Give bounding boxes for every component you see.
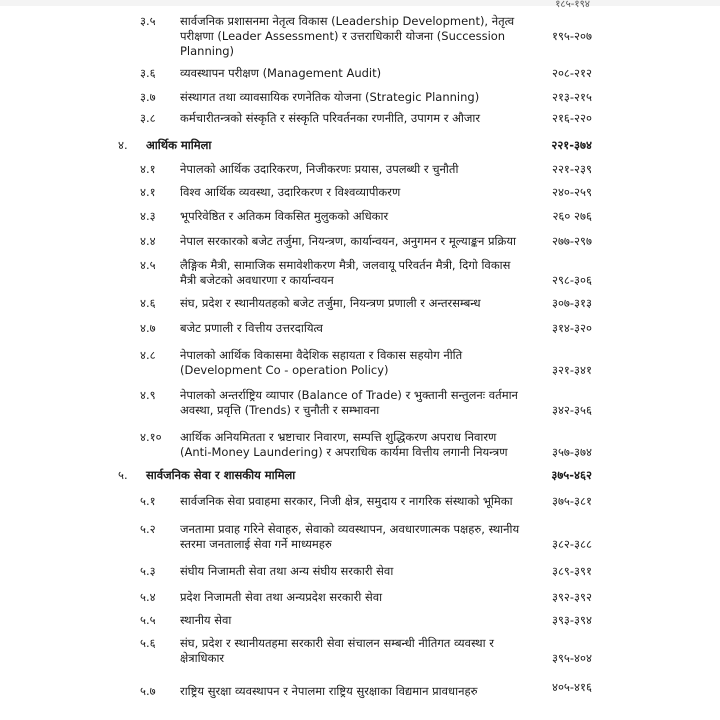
entry-pages: ३५७-३७४	[551, 445, 592, 459]
entry-pages: ३८९-३९१	[551, 564, 592, 578]
entry-number: ४.१	[140, 185, 156, 199]
entry-title: जनतामा प्रवाह गरिने सेवाहरु, सेवाको व्यवस्थापन, अवधारणात्मक पक्षहरु, स्थानीय स्तरमा जनतालाई सेवा गर्ने माध्यमहरु	[180, 522, 520, 551]
entry-title: प्रदेश निजामती सेवा तथा अन्यप्रदेश सरकारी सेवा	[180, 590, 383, 604]
entry-number: ४.१	[140, 162, 156, 176]
chapter-number: ५.	[118, 468, 128, 482]
entry-pages: ३७५-३८१	[551, 494, 592, 508]
entry-number: ५.१	[140, 494, 156, 508]
entry-number: ३.७	[140, 90, 156, 104]
entry-pages: ३०७-३१३	[551, 296, 592, 310]
entry-number: ५.७	[140, 684, 156, 698]
entry-pages: २९८-३०६	[551, 273, 592, 287]
entry-number: ४.५	[140, 258, 156, 272]
entry-pages: २७७-२९७	[551, 234, 592, 248]
entry-title: कर्मचारीतन्त्रको संस्कृति र संस्कृति परिवर्तनका रणनीति, उपागम र औजार	[180, 111, 481, 125]
top-page-range: १८५-१९४	[555, 0, 590, 10]
entry-number: ४.३	[140, 209, 156, 223]
entry-pages: ३९५-४०४	[551, 651, 592, 665]
entry-title: राष्ट्रिय सुरक्षा व्यवस्थापन र नेपालमा राष्ट्रिय सुरक्षाका विद्यमान प्रावधानहरु	[180, 684, 478, 698]
entry-pages: २४०-२५९	[551, 185, 592, 199]
entry-title: नेपालको आर्थिक विकासमा वैदेशिक सहायता र विकास सहयोग नीति (Development Co - operation Policy)	[180, 348, 463, 377]
entry-pages: २१३-२१५	[551, 90, 592, 104]
entry-title: नेपालको आर्थिक उदारिकरण, निजीकरणः प्रयास, उपलब्धी र चुनौती	[180, 162, 459, 176]
chapter-title: सार्वजनिक सेवा र शासकीय मामिला	[146, 468, 296, 482]
entry-title: संघ, प्रदेश र स्थानीयतहमा सरकारी सेवा संचालन सम्बन्धी नीतिगत व्यवस्था र क्षेत्राधिकार	[180, 636, 494, 665]
chapter-pages: ३७५-४६२	[551, 468, 592, 482]
entry-title: संघीय निजामती सेवा तथा अन्य संघीय सरकारी सेवा	[180, 564, 394, 578]
entry-title: संस्थागत तथा व्यावसायिक रणनेतिक योजना (Strategic Planning)	[180, 90, 480, 104]
entry-number: ५.४	[140, 590, 156, 604]
entry-title: बजेट प्रणाली र वित्तीय उत्तरदायित्व	[180, 321, 323, 335]
top-page-strip	[0, 0, 720, 10]
entry-number: ३.८	[140, 111, 156, 125]
entry-title: लैङ्गिक मैत्री, सामाजिक समावेशीकरण मैत्री, जलवायू परिवर्तन मैत्री, दिगो विकास मैत्री बजेटको अवधारणा र कार्यान्वयन	[180, 258, 511, 287]
entry-title: नेपालको अन्तर्राष्ट्रिय व्यापार (Balance of Trade) र भुक्तानी सन्तुलनः वर्तमान अवस्था, प्रवृत्ति (Trends) र चुनौती र सम्भावना	[180, 388, 518, 417]
entry-title: भूपरिवेष्ठित र अतिकम विकसित मुलुकको अधिकार	[180, 209, 389, 223]
entry-number: ४.१०	[140, 430, 162, 444]
entry-title: सार्वजनिक सेवा प्रवाहमा सरकार, निजी क्षेत्र, समुदाय र नागरिक संस्थाको भूमिका	[180, 494, 513, 508]
entry-number: ४.६	[140, 296, 156, 310]
entry-number: ४.४	[140, 234, 156, 248]
entry-pages: ३९३-३९४	[551, 613, 592, 627]
entry-pages: २६० २७६	[552, 209, 592, 223]
entry-pages: १९५-२०७	[551, 29, 592, 43]
entry-pages: ३८२-३८८	[551, 537, 592, 551]
entry-number: ५.२	[140, 522, 156, 536]
entry-title: संघ, प्रदेश र स्थानीयतहको बजेट तर्जुमा, नियन्त्रण प्रणाली र अन्तरसम्बन्ध	[180, 296, 481, 310]
entry-pages: ३१४-३२०	[551, 321, 592, 335]
entry-title: आर्थिक अनियमितता र भ्रष्टाचार निवारण, सम्पत्ति शुद्धिकरण अपराध निवारण (Anti-Money Laundering) र अपराधिक कार्यमा वित्तीय लगानी नियन्त्रण	[180, 430, 508, 459]
entry-number: ५.३	[140, 564, 156, 578]
entry-pages: २२१-२३९	[551, 162, 592, 176]
chapter-number: ४.	[118, 138, 128, 152]
entry-pages: ३९२-३९२	[551, 590, 592, 604]
entry-number: ३.५	[140, 14, 156, 28]
entry-number: ४.८	[140, 348, 156, 362]
entry-title: नेपाल सरकारको बजेट तर्जुमा, नियन्त्रण, कार्यान्वयन, अनुगमन र मूल्याङ्कन प्रक्रिया	[180, 234, 517, 248]
entry-pages: ३४२-३५६	[551, 403, 592, 417]
entry-pages: ४०५-४१६	[551, 680, 592, 694]
entry-number: ५.६	[140, 636, 156, 650]
entry-pages: २०८-२१२	[551, 66, 592, 80]
entry-number: ४.९	[140, 388, 156, 402]
chapter-title: आर्थिक मामिला	[146, 138, 212, 152]
entry-title: स्थानीय सेवा	[180, 613, 232, 627]
entry-pages: ३२१-३४१	[551, 363, 592, 377]
entry-title: व्यवस्थापन परीक्षण (Management Audit)	[180, 66, 382, 80]
entry-number: ४.७	[140, 321, 156, 335]
entry-number: ३.६	[140, 66, 156, 80]
entry-number: ५.५	[140, 613, 156, 627]
entry-pages: २१६-२२०	[551, 111, 592, 125]
entry-title: विश्व आर्थिक व्यवस्था, उदारिकरण र विश्वव्यापीकरण	[180, 185, 401, 199]
entry-title: सार्वजनिक प्रशासनमा नेतृत्व विकास (Leadership Development), नेतृत्व परीक्षणा (Leader Assessment) र उत्तराधिकारी योजना (Succession Planning)	[180, 14, 515, 58]
chapter-pages: २२१-३७४	[551, 138, 592, 152]
